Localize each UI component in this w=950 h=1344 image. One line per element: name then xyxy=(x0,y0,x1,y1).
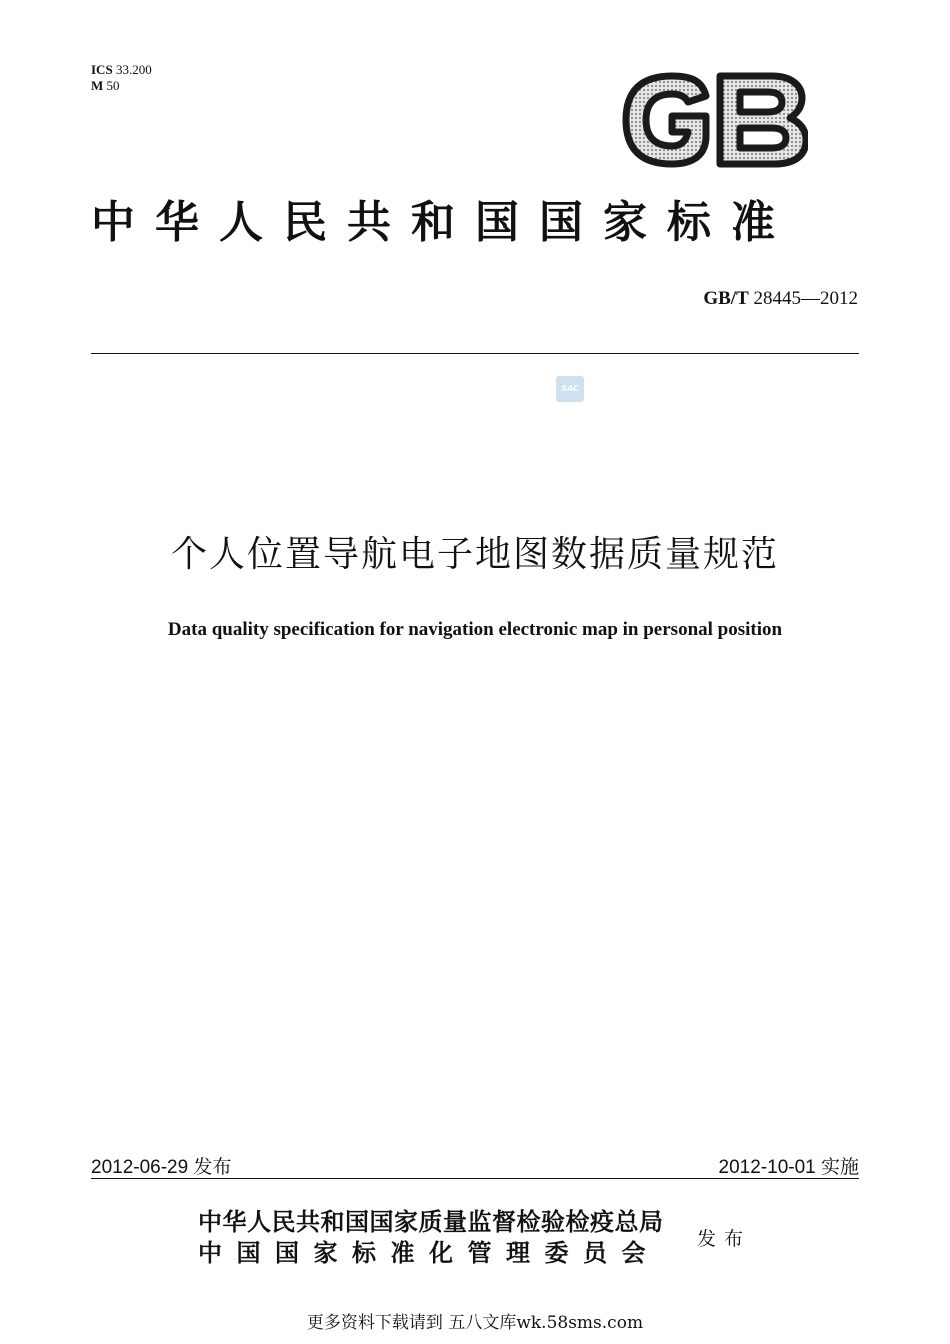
sac-badge-icon: SAC xyxy=(556,376,584,402)
classification-codes xyxy=(91,62,152,94)
issue-date: 2012-06-29 发布 xyxy=(91,1157,232,1178)
document-title-cn: 个人位置导航电子地图数据质量规范 xyxy=(170,534,779,575)
gb-logo xyxy=(622,72,808,168)
bottom-divider xyxy=(91,1178,859,1179)
footer-link[interactable]: 更多资料下载请到 五八文库wk.58sms.com xyxy=(306,1313,644,1333)
implementation-date: 2012-10-01 实施 xyxy=(718,1157,859,1178)
standard-prefix: GB/T xyxy=(703,288,749,309)
standard-number xyxy=(703,288,858,310)
issuer-line-2: 中国国家标准化管理委员会 xyxy=(198,1238,660,1267)
issuer-line-1: 中华人民共和国国家质量监督检验检疫总局 xyxy=(198,1207,664,1236)
top-divider xyxy=(91,353,859,354)
ccs-line: M 50 xyxy=(91,78,120,93)
ics-line: ICS 33.200 xyxy=(91,62,152,77)
publish-label: 发布 xyxy=(697,1228,752,1250)
national-standard-title: 中华人民共和国国家标准 xyxy=(91,197,795,248)
document-title-en: Data quality specification for navigation electronic map in personal position xyxy=(167,619,783,640)
standard-code: 28445—2012 xyxy=(753,288,858,309)
